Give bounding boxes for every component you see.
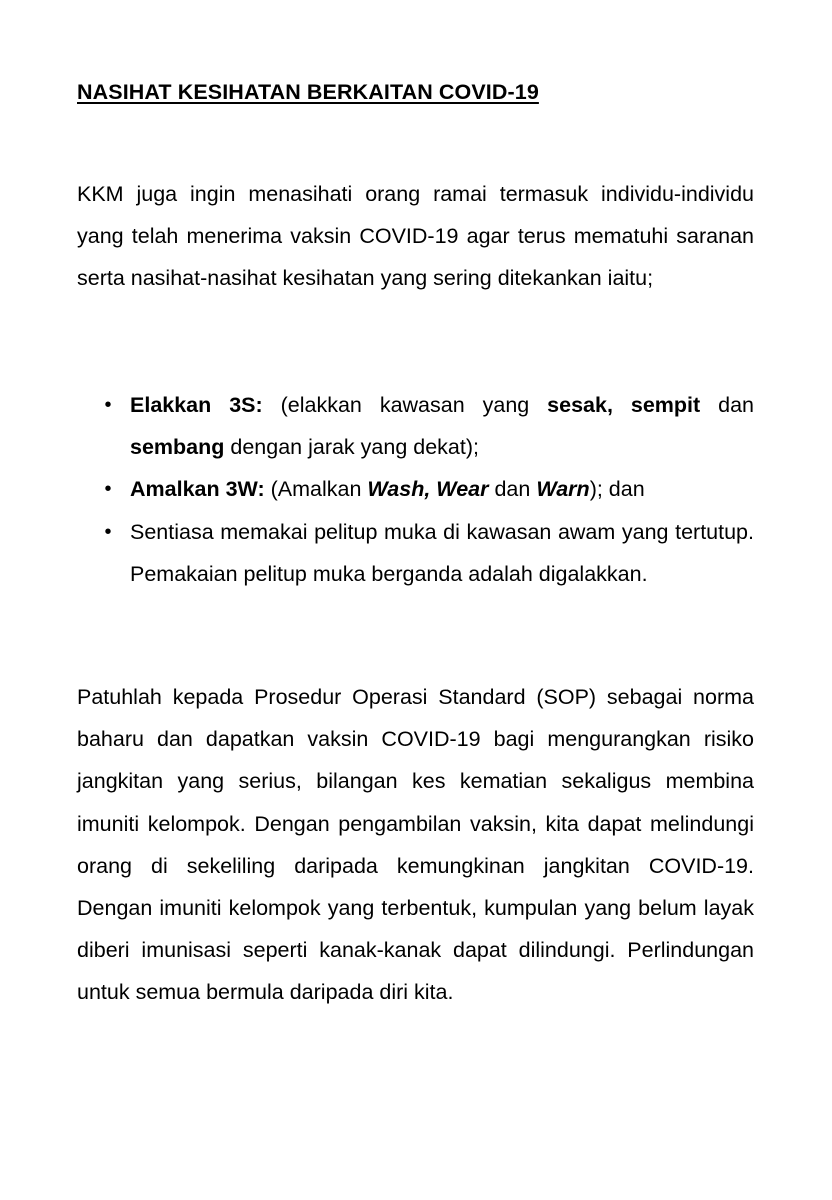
list-item-text: dan [700, 393, 754, 417]
closing-paragraph: Patuhlah kepada Prosedur Operasi Standard (SOP) sebagai norma baharu dan dapatkan vaksin COVID-19 bagi mengurangkan risiko jangkitan yang serius, bilangan kes kematian sekaligus membina imuniti kelompok. Dengan pengambilan vaksin, kita dapat melindungi orang di sekeliling daripada kemungkinan jangkitan COVID-19. Dengan imuniti kelompok yang terbentuk, kumpulan yang belum layak diberi imunisasi seperti kanak-kanak dapat dilindungi. Perlindungan untuk semua bermula daripada diri kita. [77, 685, 754, 1005]
advice-list [77, 384, 754, 595]
list-item-text: dengan jarak yang dekat); [224, 435, 479, 460]
list-item-text: ); dan [589, 477, 645, 502]
list-item-emphasis: sesak, sempit [547, 393, 701, 417]
list-item-emphasis: Wash, Wear [367, 477, 489, 502]
list-item-face-mask [77, 511, 754, 595]
list-item-label: Amalkan 3W: [130, 477, 265, 502]
intro-paragraph: KKM juga ingin menasihati orang ramai termasuk individu-individu yang telah menerima vaksin COVID-19 agar terus mematuhi saranan serta nasihat-nasihat kesihatan yang sering ditekankan iaitu; [77, 182, 754, 291]
list-item-text: Sentiasa memakai pelitup muka di kawasan awam yang tertutup. Pemakaian pelitup muka berganda adalah digalakkan. [130, 519, 754, 586]
page-title: NASIHAT KESIHATAN BERKAITAN COVID-19 [77, 80, 539, 104]
list-item-emphasis: sembang [130, 435, 225, 460]
list-item-label: Elakkan 3S: [130, 393, 263, 417]
list-item-practice-3w [77, 468, 754, 510]
bullet-icon: • [104, 478, 112, 501]
list-item-avoid-3s [77, 384, 754, 468]
list-item-text: (Amalkan [264, 477, 368, 502]
list-item-text: dan [488, 477, 537, 502]
list-item-text: (elakkan kawasan yang [262, 393, 548, 417]
list-item-emphasis: Warn [536, 477, 590, 502]
bullet-icon: • [104, 520, 112, 543]
bullet-icon: • [104, 394, 112, 416]
